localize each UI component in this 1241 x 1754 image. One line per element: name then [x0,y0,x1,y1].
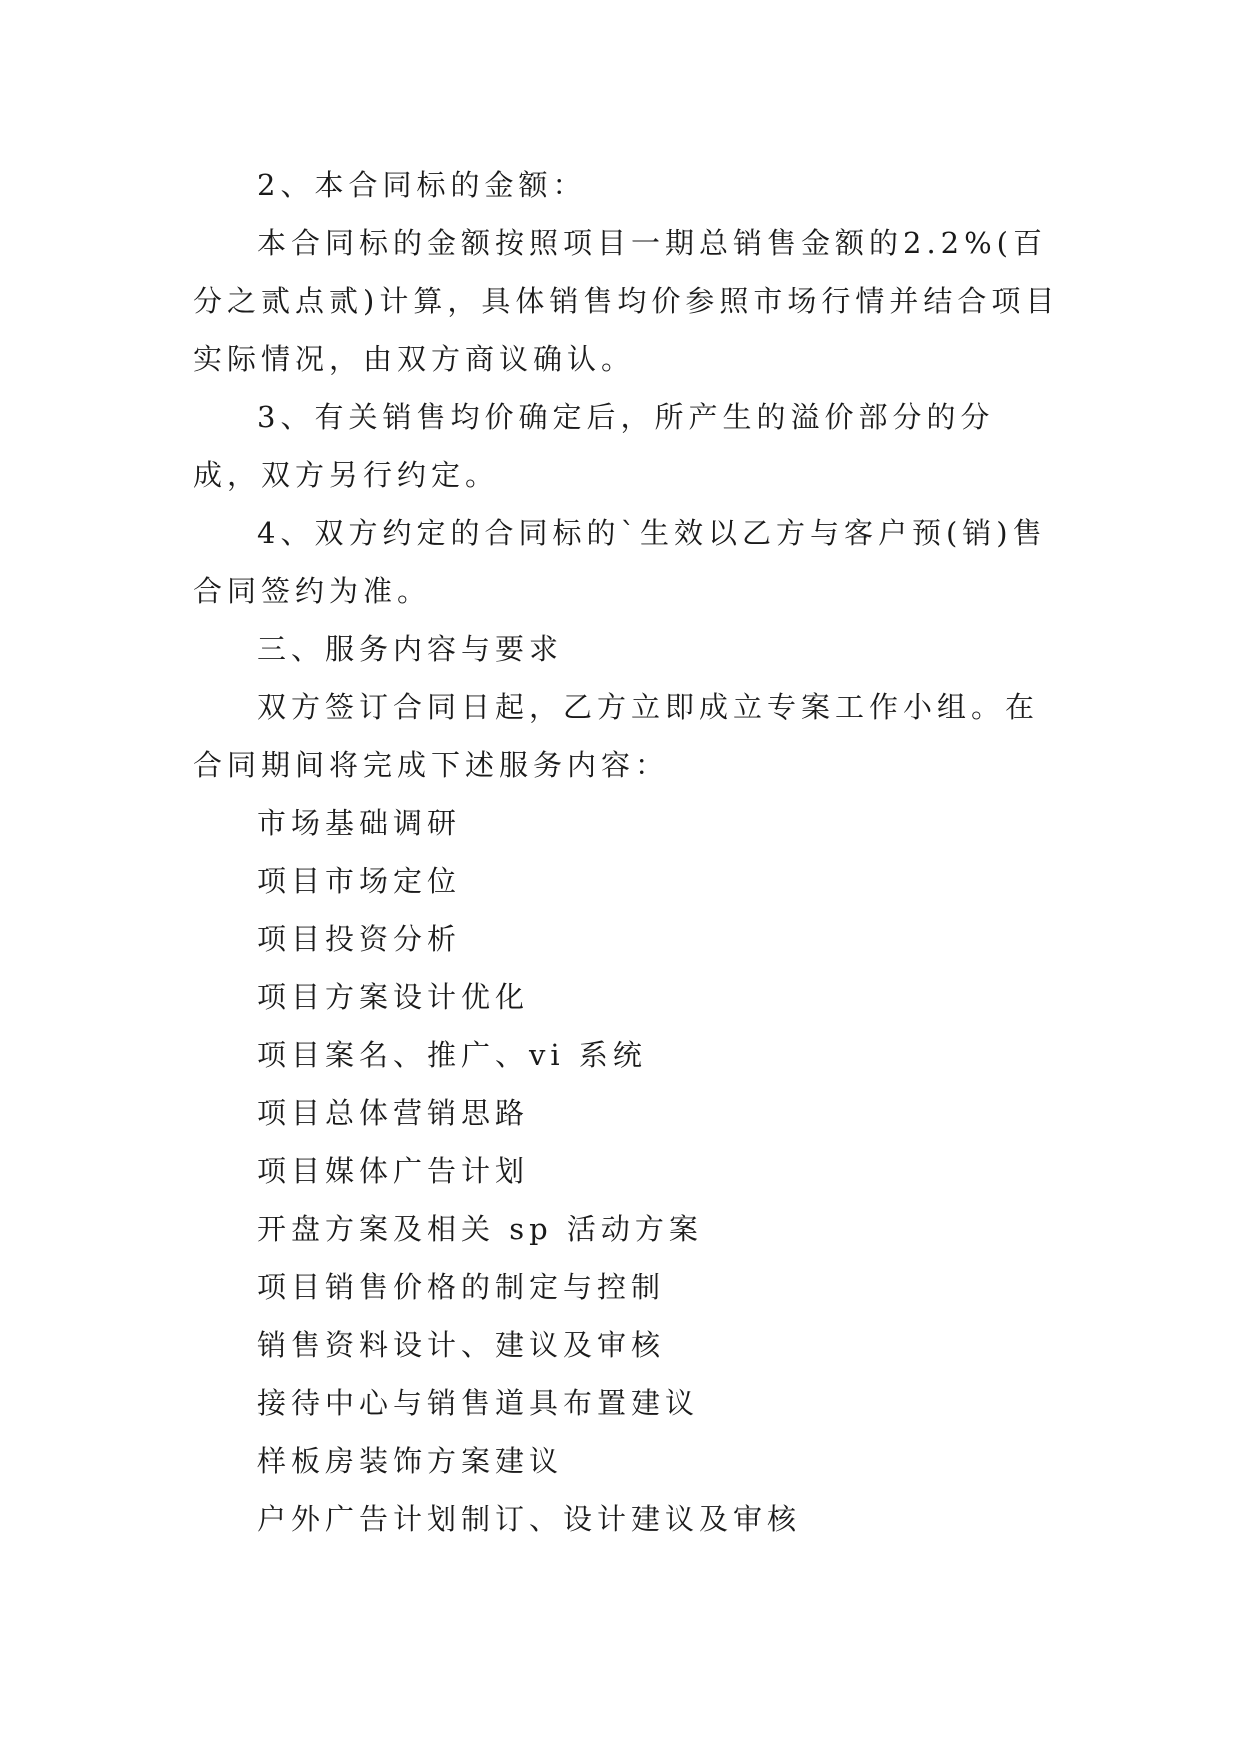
service-item: 户外广告计划制订、设计建议及审核 [257,1502,802,1536]
service-list [193,794,1061,1548]
service-item: 项目媒体广告计划 [257,1154,530,1188]
clause-2-body: 本合同标的金额按照项目一期总销售金额的2.2%(百分之贰点贰)计算，具体销售均价参照市场行情并结合项目实际情况，由双方商议确认。 [193,226,1060,376]
service-item: 接待中心与销售道具布置建议 [257,1386,700,1420]
service-item: 开盘方案及相关 sp 活动方案 [257,1212,703,1246]
section-3-intro: 双方签订合同日起，乙方立即成立专案工作小组。在合同期间将完成下述服务内容： [193,690,1040,782]
service-item: 项目投资分析 [257,922,462,956]
document-body [193,156,1061,1548]
service-item: 项目方案设计优化 [257,980,530,1014]
service-item: 市场基础调研 [257,806,462,840]
section-3-heading: 三、服务内容与要求 [257,632,564,666]
service-item: 项目销售价格的制定与控制 [257,1270,666,1304]
service-item: 项目总体营销思路 [257,1096,530,1130]
service-item: 项目市场定位 [257,864,462,898]
service-item: 项目案名、推广、vi 系统 [257,1038,647,1072]
clause-3: 3、有关销售均价确定后，所产生的溢价部分的分成，双方另行约定。 [193,400,995,492]
service-item: 销售资料设计、建议及审核 [257,1328,666,1362]
service-item: 样板房装饰方案建议 [257,1444,564,1478]
clause-4: 4、双方约定的合同标的`生效以乙方与客户预(销)售合同签约为准。 [193,516,1047,608]
clause-2-heading: 2、本合同标的金额： [257,168,587,202]
